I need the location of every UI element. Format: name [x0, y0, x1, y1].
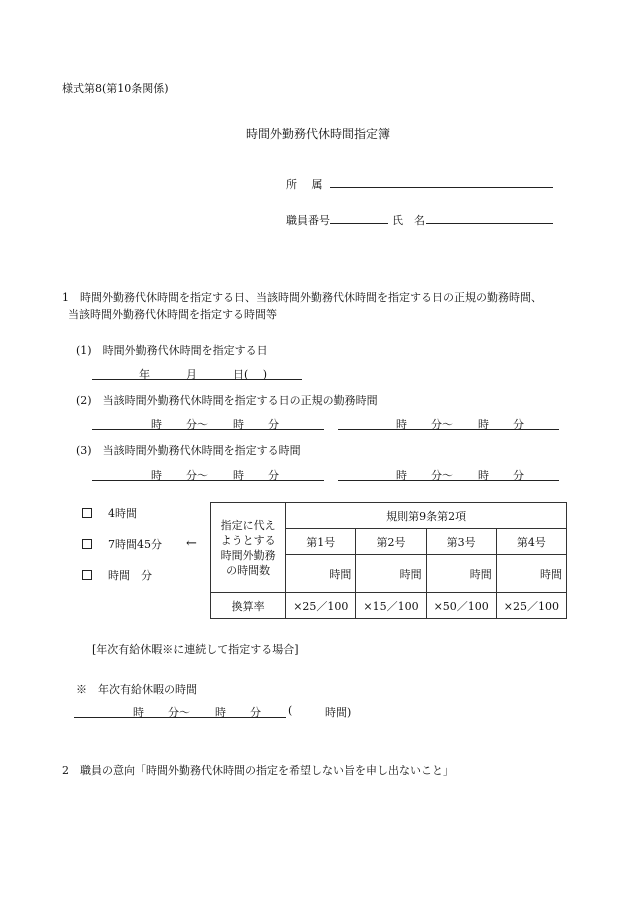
rate-cell-3: ×50／100 [426, 593, 496, 619]
annual-leave-note: [年次有給休暇※に連続して指定する場合] [92, 643, 299, 656]
hours-cell-3[interactable]: 時間 [426, 555, 496, 593]
minute-to-unit: 分〜 [431, 418, 453, 431]
name-field[interactable] [426, 223, 553, 224]
left-arrow-icon: ← [186, 536, 197, 551]
designated-hours-field-1[interactable] [92, 480, 324, 481]
regular-hours-field-1[interactable] [92, 429, 324, 430]
minute-to-unit: 分〜 [186, 418, 208, 431]
hour-unit: 時 [133, 706, 144, 719]
hours-cell-2[interactable]: 時間 [356, 555, 426, 593]
column-header-4: 第4号 [496, 529, 566, 555]
month-unit: 月 [186, 368, 197, 381]
hour-unit: 時 [151, 418, 162, 431]
document-title: 時間外勤務代休時間指定簿 [246, 127, 391, 141]
year-unit: 年 [139, 368, 150, 381]
minute-to-unit: 分〜 [168, 706, 190, 719]
designated-date-field[interactable] [92, 379, 302, 380]
item2-label: (2) 当該時間外勤務代休時間を指定する日の正規の勤務時間 [76, 394, 378, 407]
day-unit: 日( ) [233, 368, 268, 381]
item1-label: (1) 時間外勤務代休時間を指定する日 [76, 344, 268, 357]
affiliation-field[interactable] [330, 187, 553, 188]
rate-cell-4: ×25／100 [496, 593, 566, 619]
column-header-1: 第1号 [286, 529, 356, 555]
section2-text: 2 職員の意向「時間外勤務代休時間の指定を希望しない旨を申し出ないこと」 [62, 764, 454, 777]
rate-label: 換算率 [211, 593, 286, 619]
hour-unit: 時 [233, 418, 244, 431]
minute-unit: 分 [268, 469, 279, 482]
employee-number-label: 職員番号 [286, 214, 330, 227]
paren-open: ( [288, 704, 293, 717]
column-header-3: 第3号 [426, 529, 496, 555]
minute-unit: 分 [513, 418, 524, 431]
column-header-2: 第2号 [356, 529, 426, 555]
rule-group-header: 規則第9条第2項 [286, 503, 567, 529]
hour-unit: 時 [396, 418, 407, 431]
regular-hours-field-2[interactable] [338, 429, 559, 430]
option-custom-hours[interactable]: 時間 分 [82, 567, 152, 583]
affiliation-label: 所 属 [286, 178, 323, 191]
hours-cell-1[interactable]: 時間 [286, 555, 356, 593]
hour-unit: 時 [478, 418, 489, 431]
rate-cell-2: ×15／100 [356, 593, 426, 619]
employee-number-field[interactable] [330, 223, 388, 224]
checkbox[interactable] [82, 508, 92, 518]
option-7h45m[interactable]: 7時間45分 [82, 536, 162, 552]
section1-heading: 1 時間外勤務代休時間を指定する日、当該時間外勤務代休時間を指定する日の正規の勤務時間、 [62, 291, 542, 304]
designated-hours-field-2[interactable] [338, 480, 559, 481]
section1-heading-cont: 当該時間外勤務代休時間を指定する時間等 [68, 308, 277, 321]
minute-unit: 分 [513, 469, 524, 482]
rate-cell-1: ×25／100 [286, 593, 356, 619]
minute-unit: 分 [250, 706, 261, 719]
checkbox[interactable] [82, 570, 92, 580]
hour-unit: 時 [478, 469, 489, 482]
minute-to-unit: 分〜 [431, 469, 453, 482]
minute-unit: 分 [268, 418, 279, 431]
conversion-table [210, 502, 567, 619]
hour-unit: 時 [396, 469, 407, 482]
item3-label: (3) 当該時間外勤務代休時間を指定する時間 [76, 444, 301, 457]
annual-leave-time-field[interactable] [74, 717, 286, 718]
annual-leave-label: ※ 年次有給休暇の時間 [76, 683, 197, 696]
hour-unit: 時 [233, 469, 244, 482]
hour-unit: 時 [215, 706, 226, 719]
hour-unit: 時 [151, 469, 162, 482]
annual-leave-hours[interactable]: 時間) [325, 706, 352, 719]
option-4-hours[interactable]: 4時間 [82, 505, 137, 521]
form-number-label: 様式第8(第10条関係) [62, 82, 169, 95]
name-label: 氏 名 [392, 214, 425, 227]
checkbox[interactable] [82, 539, 92, 549]
minute-to-unit: 分〜 [186, 469, 208, 482]
row-header-hours: 指定に代え ようとする 時間外勤務 の時間数 [211, 503, 286, 593]
hours-cell-4[interactable]: 時間 [496, 555, 566, 593]
